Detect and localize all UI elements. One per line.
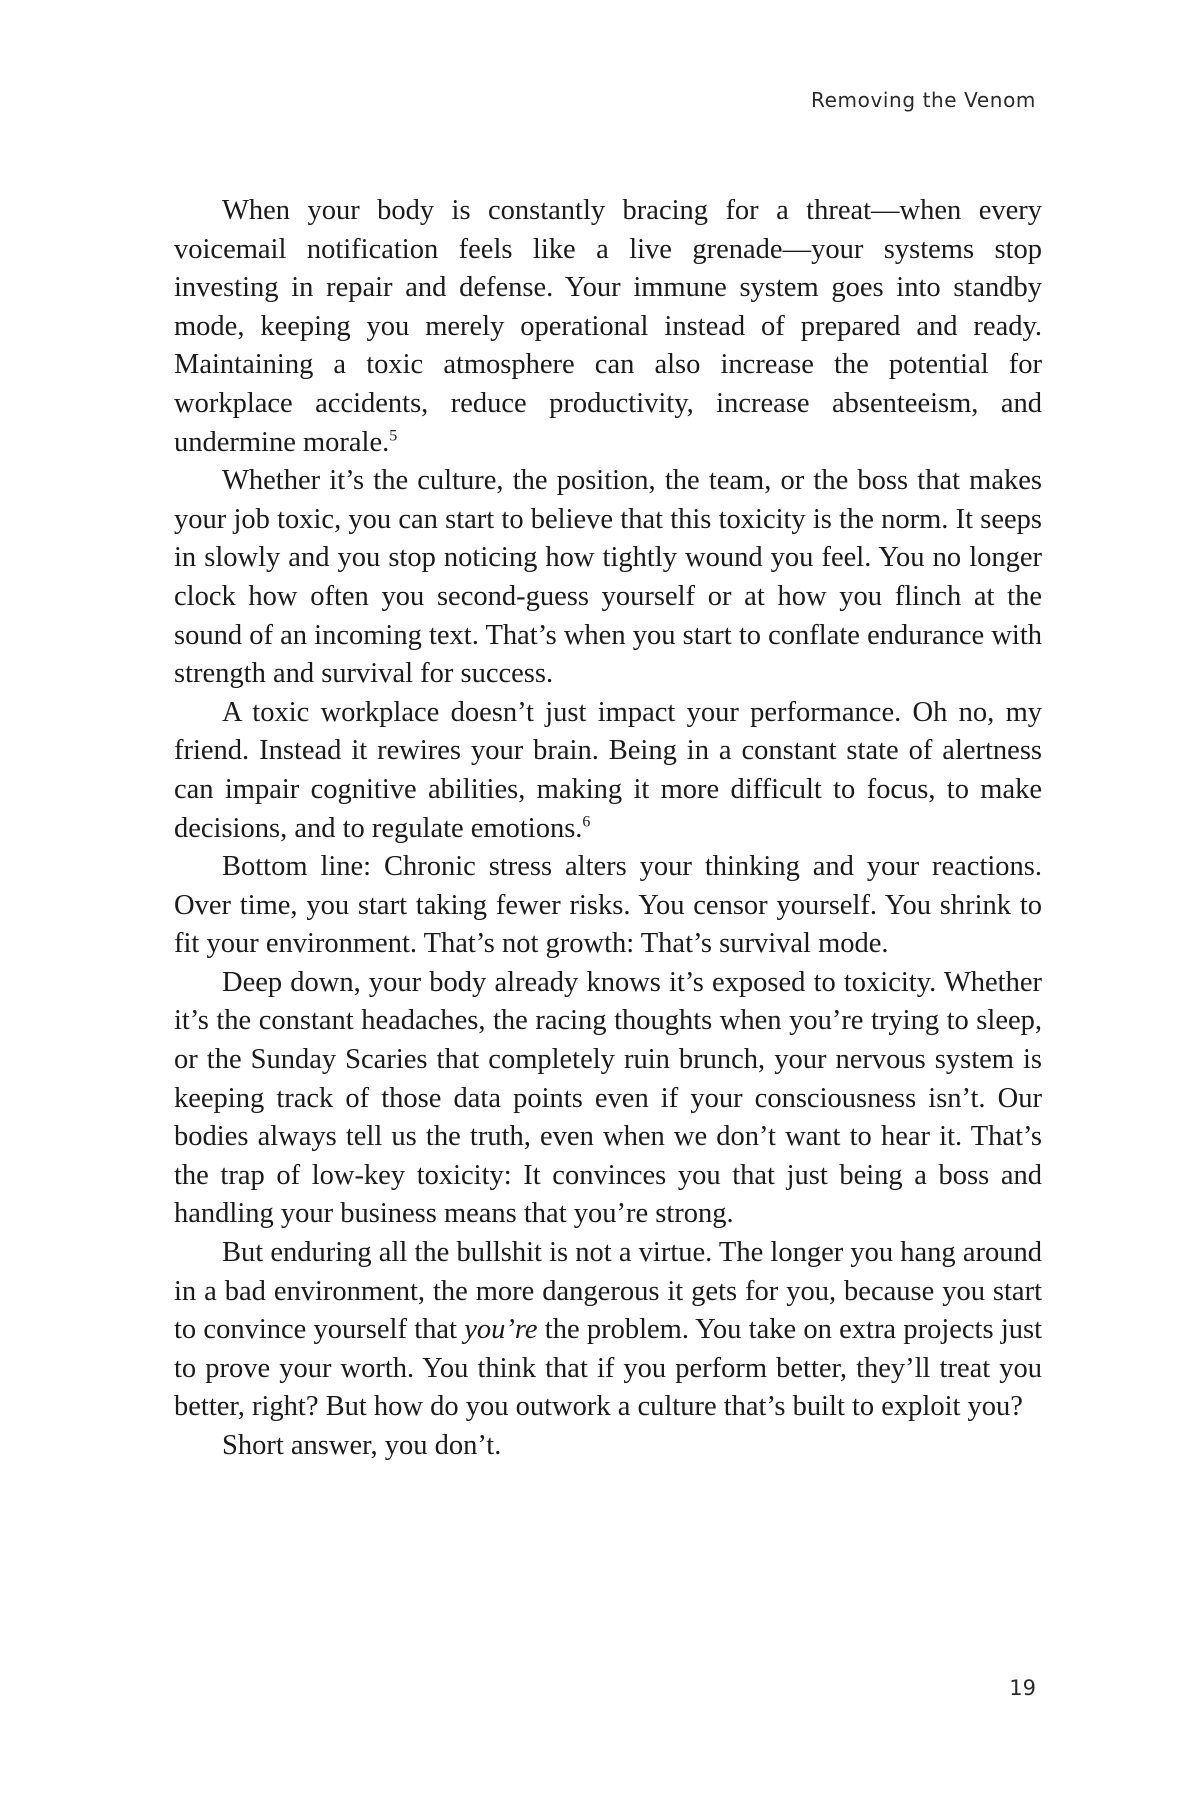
paragraph-text: But enduring all the bullshit is not a virtue. The longer you hang around in a bad environment, the more dangerous it gets for you, because you start to convince yourself that bbox=[174, 1237, 1042, 1346]
body-text bbox=[174, 192, 1042, 1466]
paragraph-text: Whether it’s the culture, the position, the team, or the boss that makes your job toxic, you can start to believe that this toxicity is the norm. It seeps in slowly and you stop noticing how tightly wound you feel. You no longer clock how often you second-guess yourself or at how you flinch at the sound of an incoming text. That’s when you start to conflate endurance with strength and survival for success. bbox=[174, 465, 1042, 690]
emphasis-text: you’re bbox=[464, 1314, 538, 1346]
paragraph-text: When your body is constantly bracing for a threat—when every voicemail notification feels like a live grenade—your systems stop investing in repair and defense. Your immune system goes into standby mode, keeping you merely operational instead of prepared and ready. Maintaining a toxic atmosphere can also increase the potential for workplace accidents, reduce productivity, increase absenteeism, and undermine morale. bbox=[174, 195, 1042, 458]
footnote-marker[interactable]: 5 bbox=[389, 427, 398, 445]
running-head: Removing the Venom bbox=[811, 88, 1036, 112]
paragraph-text: Bottom line: Chronic stress alters your thinking and your reactions. Over time, you start taking fewer risks. You censor yourself. You shrink to fit your environment. That’s not growth: That’s survival mode. bbox=[174, 851, 1042, 960]
paragraph-6 bbox=[174, 1234, 1042, 1427]
paragraph-text: Short answer, you don’t. bbox=[222, 1430, 502, 1461]
paragraph-4 bbox=[174, 848, 1042, 964]
paragraph-2 bbox=[174, 462, 1042, 694]
paragraph-text: Deep down, your body already knows it’s exposed to toxicity. Whether it’s the constant headaches, the racing thoughts when you’re trying to sleep, or the Sunday Scaries that completely ruin brunch, your nervous system is keeping track of those data points even if your consciousness isn’t. Our bodies always tell us the truth, even when we don’t want to hear it. That’s the trap of low-key toxicity: It convinces you that just being a boss and handling your business means that you’re strong. bbox=[174, 966, 1042, 1230]
paragraph-1 bbox=[174, 192, 1042, 462]
footnote-marker[interactable]: 6 bbox=[582, 813, 591, 830]
paragraph-5 bbox=[174, 964, 1042, 1234]
paragraph-text: A toxic workplace doesn’t just impact your performance. Oh no, my friend. Instead it rewires your brain. Being in a constant state of alertness can impair cognitive abilities, making it more difficult to focus, to make decisions, and to regulate emotions. bbox=[174, 696, 1042, 844]
paragraph-7 bbox=[174, 1427, 1042, 1466]
paragraph-3 bbox=[174, 694, 1042, 848]
page-number: 19 bbox=[1009, 1676, 1036, 1700]
paragraph-text: the problem. You take on extra projects just to prove your worth. You think that if you perform better, they’ll treat you better, right? But how do you outwork a culture that’s built to exploit you? bbox=[174, 1314, 1042, 1423]
